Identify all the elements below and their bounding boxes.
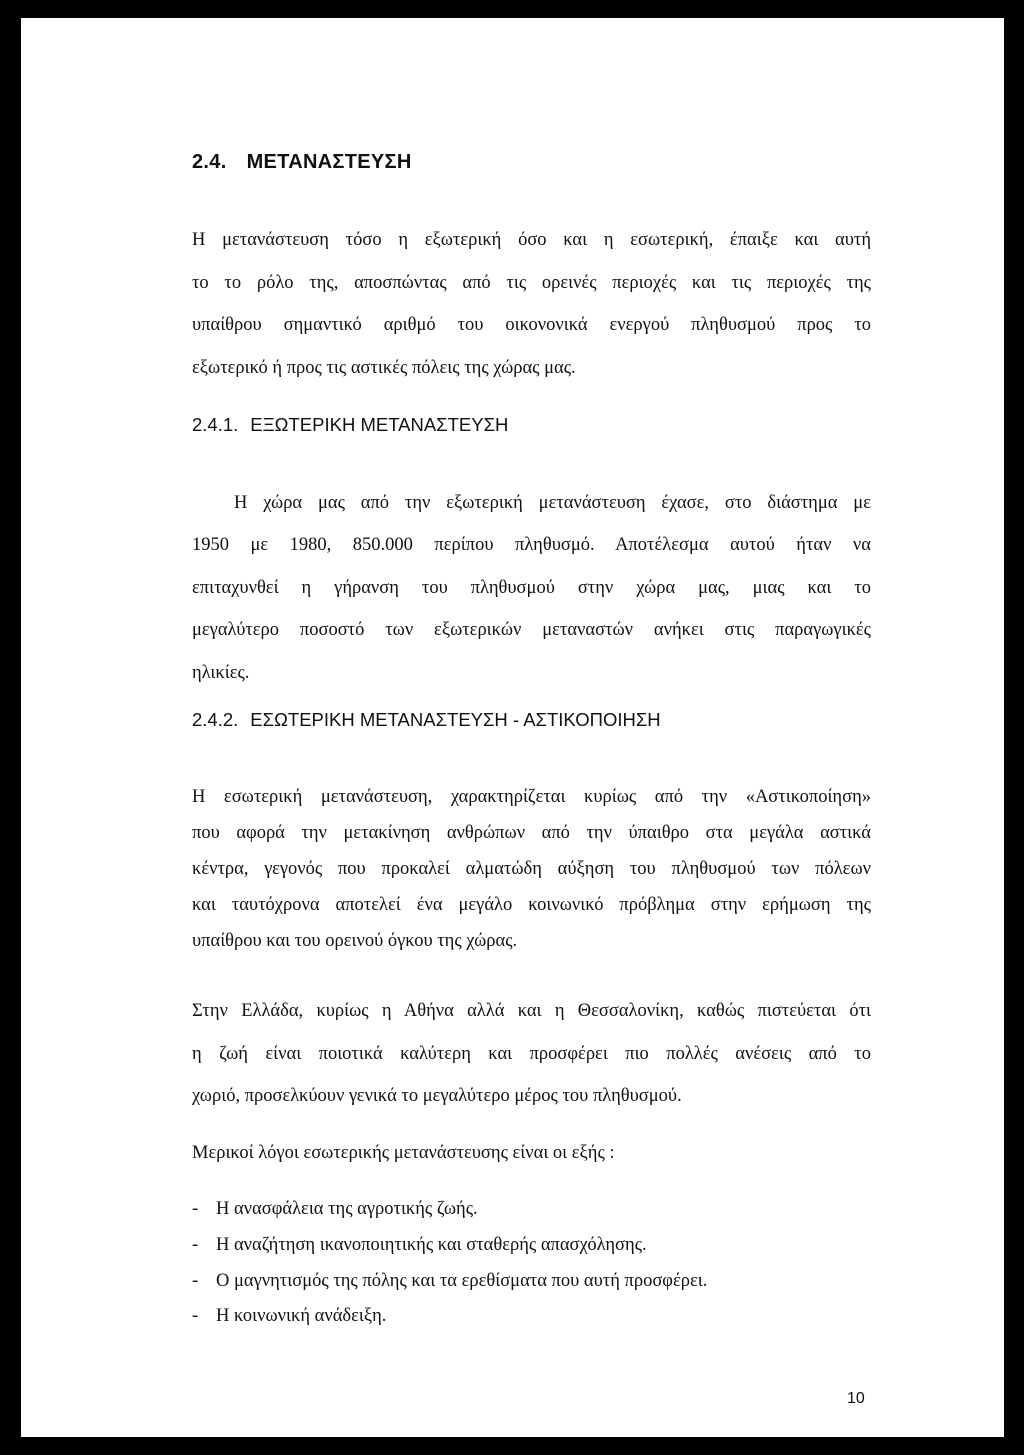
section1-line: Η χώρα μας από την εξωτερική μετανάστευση έχασε, στο διάστημα με [234, 493, 871, 513]
list-item-text: Ο μαγνητισμός της πόλης και τα ερεθίσματα που αυτή προσφέρει. [216, 1271, 708, 1291]
list-item-text: Η ανασφάλεια της αγροτικής ζωής. [216, 1199, 478, 1219]
section-heading-external-migration [192, 414, 508, 436]
section2-para2-line: η ζωή είναι ποιοτικά καλύτερη και προσφέρει πιο πολλές ανέσεις από το [192, 1044, 871, 1064]
section2-para1-line: υπαίθρου και του ορεινού όγκου της χώρας. [192, 931, 518, 951]
section1-line: μεγαλύτερο ποσοστό των εξωτερικών μεταναστών ανήκει στις παραγωγικές [192, 620, 871, 640]
main-heading [192, 151, 412, 174]
section2-para1-line: κέντρα, γεγονός που προκαλεί αλματώδη αύξηση του πληθυσμού των πόλεων [192, 859, 871, 879]
bullet-dash: - [192, 1235, 199, 1255]
intro-line: Η μετανάστευση τόσο η εξωτερική όσο και η εσωτερική, έπαιξε και αυτή [192, 230, 871, 250]
page-number: 10 [847, 1390, 865, 1407]
section-title: ΕΞΩΤΕΡΙΚΗ ΜΕΤΑΝΑΣΤΕΥΣΗ [250, 414, 509, 435]
reasons-intro: Μερικοί λόγοι εσωτερικής μετανάστευσης είναι οι εξής : [192, 1143, 615, 1163]
bullet-dash: - [192, 1306, 199, 1326]
bullet-dash: - [192, 1199, 199, 1219]
section2-para2-line: Στην Ελλάδα, κυρίως η Αθήνα αλλά και η Θεσσαλονίκη, καθώς πιστεύεται ότι [192, 1001, 871, 1021]
section2-para1-line: Η εσωτερική μετανάστευση, χαρακτηρίζεται κυρίως από την «Αστικοποίηση» [192, 787, 871, 807]
document-page [21, 18, 1004, 1437]
bullet-dash: - [192, 1271, 199, 1291]
list-item-text: Η κοινωνική ανάδειξη. [216, 1306, 387, 1326]
main-heading-title: ΜΕΤΑΝΑΣΤΕΥΣΗ [246, 151, 412, 173]
section1-line: ηλικίες. [192, 663, 250, 683]
list-item [192, 1235, 647, 1256]
intro-line: υπαίθρου σημαντικό αριθμό του οικονονικά ενεργού πληθυσμού προς το [192, 315, 871, 335]
section2-para1-line: που αφορά την μετακίνηση ανθρώπων από την ύπαιθρο στα μεγάλα αστικά [192, 823, 871, 843]
section-number: 2.4.1. [192, 414, 239, 435]
main-heading-number: 2.4. [192, 151, 227, 173]
section1-line: 1950 με 1980, 850.000 περίπου πληθυσμό. Αποτέλεσμα αυτού ήταν να [192, 535, 871, 555]
list-item [192, 1199, 478, 1220]
section-number: 2.4.2. [192, 709, 239, 730]
intro-line: εξωτερικό ή προς τις αστικές πόλεις της χώρας μας. [192, 358, 576, 378]
list-item [192, 1306, 386, 1327]
intro-line: το το ρόλο της, αποσπώντας από τις ορεινές περιοχές και τις περιοχές της [192, 273, 871, 293]
list-item-text: Η αναζήτηση ικανοποιητικής και σταθερής απασχόλησης. [216, 1235, 647, 1255]
section1-line: επιταχυνθεί η γήρανση του πληθυσμού στην χώρα μας, μιας και το [192, 578, 871, 598]
list-item [192, 1271, 707, 1292]
section2-para1-line: και ταυτόχρονα αποτελεί ένα μεγάλο κοινωνικό πρόβλημα στην ερήμωση της [192, 895, 871, 915]
section-title: ΕΣΩΤΕΡΙΚΗ ΜΕΤΑΝΑΣΤΕΥΣΗ - ΑΣΤΙΚΟΠΟΙΗΣΗ [250, 709, 661, 730]
section-heading-internal-migration [192, 709, 661, 731]
section2-para2-line: χωριό, προσελκύουν γενικά το μεγαλύτερο μέρος του πληθυσμού. [192, 1086, 682, 1106]
